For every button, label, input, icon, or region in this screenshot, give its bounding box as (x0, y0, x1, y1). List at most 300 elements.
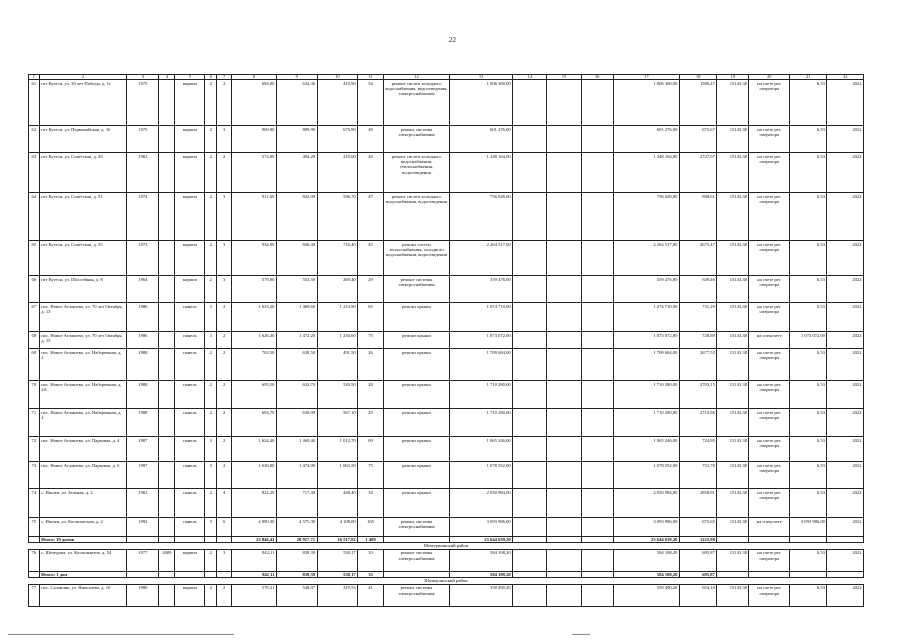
cell-col-7: 6 (217, 518, 232, 537)
cell-col-15 (547, 409, 581, 437)
cell-col-11: 40 (358, 153, 384, 193)
cell-col-13: 358 490,20 (450, 584, 513, 606)
cell-col-18: 654,10 (679, 584, 716, 606)
cell-col-16 (581, 80, 613, 126)
cell-col-7: 3 (217, 126, 232, 153)
cell-col-18: 2677,53 (679, 349, 716, 381)
cell-col-1: 61 (29, 80, 40, 126)
cell-col-8: 574,80 (232, 153, 277, 193)
cell-col-17: 1 348 164,00 (613, 153, 679, 193)
cell-col-14 (513, 549, 547, 571)
cell-col-11: 65 (358, 303, 384, 332)
cell-col-22: 2022 (827, 437, 864, 462)
table-row (29, 549, 864, 571)
cell-col-7: 2 (217, 332, 232, 349)
cell-col-4 (159, 489, 175, 518)
cell-col-14 (513, 241, 547, 276)
cell-col-17: 2 264 517,00 (613, 241, 679, 276)
cell-col-8: 702,50 (232, 349, 277, 381)
column-number-14: 14 (513, 75, 547, 80)
cell-col-5: панель (175, 489, 205, 518)
cell-col-7: 2 (217, 584, 232, 606)
cell-col-3: 1988 (127, 381, 159, 409)
cell-col-8: 911,60 (232, 193, 277, 241)
cell-col-6: 2 (205, 276, 217, 303)
cell-col-20: на счете рег. оператора (749, 276, 790, 303)
cell-col-10: 596,70 (317, 193, 358, 241)
cell-col-4 (159, 193, 175, 241)
cell-col-19: 15143,38 (717, 126, 749, 153)
cell-col-4 (159, 462, 175, 489)
cell-col-7: 3 (217, 276, 232, 303)
cell-col-11: 29 (358, 409, 384, 437)
cell-col-20: на счете рег. оператора (749, 462, 790, 489)
cell-col-4 (159, 381, 175, 409)
cell-col-6: 2 (205, 126, 217, 153)
cell-col-3: 1963 (127, 153, 159, 193)
column-number-7: 7 (217, 75, 232, 80)
cell-col-21: 6,53 (790, 303, 827, 332)
cell-col-19: 15143,38 (717, 332, 749, 349)
cell-col-15 (547, 584, 581, 606)
cell-col-9: 632,70 (276, 381, 317, 409)
column-number-13: 13 (450, 75, 513, 80)
cell-col-7: 3 (217, 549, 232, 571)
cell-col-3: 1977 (127, 549, 159, 571)
cell-col-20: на счете рег. оператора (749, 80, 790, 126)
cell-col-6: 2 (205, 349, 217, 381)
column-number-3: 3 (127, 75, 159, 80)
cell-col-1: 63 (29, 153, 40, 193)
cell-col-3: 1975 (127, 80, 159, 126)
cell-col-3: 1988 (127, 349, 159, 381)
cell-col-15 (547, 518, 581, 537)
cell-col-5: кирпич (175, 276, 205, 303)
cell-col-18: 695,87 (679, 571, 716, 577)
cell-col-19: 15143,38 (717, 584, 749, 606)
column-number-2: 2 (39, 75, 127, 80)
cell-col-6: 3 (205, 437, 217, 462)
cell-col-13: 1 074 710,00 (450, 303, 513, 332)
cell-col-10: 1 012,70 (317, 437, 358, 462)
cell-col-22: 2022 (827, 518, 864, 537)
cell-col-13: 584 108,20 (450, 571, 513, 577)
cell-col-21: 1 073 072,00 (790, 332, 827, 349)
cell-col-2: с. Ишлеи, ул. Зеленая, д. 2 (39, 489, 127, 518)
cell-col-2: пгт Кугеси, ул. Советская, д. 51 (39, 193, 127, 241)
cell-col-10: 1 214,90 (317, 303, 358, 332)
cell-col-6: 2 (205, 584, 217, 606)
cell-col-4 (159, 126, 175, 153)
cell-col-11: 26 (358, 349, 384, 381)
column-number-9: 9 (276, 75, 317, 80)
cell-col-8: 579,80 (232, 276, 277, 303)
column-number-15: 15 (547, 75, 581, 80)
cell-col-15 (547, 332, 581, 349)
cell-col-7: 2 (217, 80, 232, 126)
column-number-12: 12 (383, 75, 449, 80)
page-number: 22 (449, 36, 456, 44)
cell-col-11: 41 (358, 584, 384, 606)
cell-col-1: 72 (29, 437, 40, 462)
cell-col-10: 4 108,00 (317, 518, 358, 537)
cell-col-9: 548,07 (276, 584, 317, 606)
cell-col-15 (547, 489, 581, 518)
cell-col-12: ремонт крыши (383, 462, 449, 489)
cell-col-9: 839,39 (276, 571, 317, 577)
cell-col-6: 2 (205, 381, 217, 409)
cell-col-22: 2022 (827, 381, 864, 409)
cell-col-17: 1 709 684,00 (613, 349, 679, 381)
cell-col-6: 2 (205, 193, 217, 241)
cell-col-8: 695,50 (232, 381, 277, 409)
cell-col-14 (513, 126, 547, 153)
table-row (29, 381, 864, 409)
cell-col-3: 1988 (127, 409, 159, 437)
table-row (29, 462, 864, 489)
cell-col-2: пос. Саланчик, ул. Николаева, д. 10 (39, 584, 127, 606)
cell-col-11: 49 (358, 126, 384, 153)
cell-col-18: 675,67 (679, 126, 716, 153)
cell-col-16 (581, 349, 613, 381)
cell-col-10: 448,40 (317, 489, 358, 518)
cell-col-13: 584 108,20 (450, 549, 513, 571)
cell-col-14 (513, 489, 547, 518)
cell-col-22: 2022 (827, 241, 864, 276)
cell-col-4 (159, 409, 175, 437)
cell-col-12: ремонт системы электроснабжения (383, 518, 449, 537)
cell-col-18: 728,89 (679, 332, 716, 349)
cell-col-18: 1225,98 (679, 537, 716, 543)
column-number-21: 21 (790, 75, 827, 80)
cell-col-15 (547, 153, 581, 193)
cell-col-12: ремонт системы электроснабжения (383, 276, 449, 303)
cell-col-16 (581, 549, 613, 571)
cell-col-11: 45 (358, 241, 384, 276)
table-row (29, 489, 864, 518)
cell-col-14 (513, 276, 547, 303)
cell-col-7: 2 (217, 381, 232, 409)
cell-col-13: 1 006 300,00 (450, 80, 513, 126)
cell-col-1: 65 (29, 241, 40, 276)
cell-col-10: 219,00 (317, 153, 358, 193)
cell-col-21: 6,53 (790, 437, 827, 462)
cell-col-17: 1 710 280,00 (613, 409, 679, 437)
cell-col-6: 5 (205, 518, 217, 537)
cell-col-13: 2 264 517,00 (450, 241, 513, 276)
cell-col-12: ремонт систем теплоснабжения, холодного водоснабжения, водоотведения (383, 241, 449, 276)
cell-col-2: пос. Новое Атлашево, ул. Набережная, д. 4 (39, 409, 127, 437)
table-row (29, 437, 864, 462)
cell-col-9: 1 474,00 (276, 462, 317, 489)
cell-col-1: 73 (29, 462, 40, 489)
cell-col-4 (159, 437, 175, 462)
cell-col-18: 2710,86 (679, 409, 716, 437)
cell-col-2: пгт Кугеси, ул. Шоссейная, д. 8 (39, 276, 127, 303)
cell-col-16 (581, 126, 613, 153)
cell-col-4 (159, 349, 175, 381)
cell-col-13: 756 628,00 (450, 193, 513, 241)
table-row (29, 241, 864, 276)
cell-col-4 (159, 241, 175, 276)
cell-col-10: 567,10 (317, 409, 358, 437)
cell-col-9: 1 469,60 (276, 303, 317, 332)
cell-col-16 (581, 381, 613, 409)
cell-col-13: 1 709 684,00 (450, 349, 513, 381)
cell-col-12: ремонт систем холодного водоснабжения, водоотведения, электроснабжения (383, 80, 449, 126)
cell-col-20: на счете рег. оператора (749, 409, 790, 437)
cell-col-16 (581, 518, 613, 537)
cell-col-3: 1987 (127, 437, 159, 462)
cell-col-9: 839,39 (276, 549, 317, 571)
cell-col-12: ремонт системы электроснабжения (383, 126, 449, 153)
cell-col-14 (513, 584, 547, 606)
cell-col-11: 47 (358, 193, 384, 241)
table-row (29, 409, 864, 437)
cell-col-7: 3 (217, 193, 232, 241)
cell-col-16 (581, 584, 613, 606)
cell-col-8: 934,90 (232, 241, 277, 276)
cell-col-9: 842,00 (276, 193, 317, 241)
cell-col-19: 15143,38 (717, 241, 749, 276)
cell-col-22: 2022 (827, 349, 864, 381)
cell-col-22: 2022 (827, 193, 864, 241)
cell-col-22: 2022 (827, 489, 864, 518)
cell-col-5: кирпич (175, 241, 205, 276)
cell-col-9: 1 469,40 (276, 437, 317, 462)
cell-col-20: на счете рег. оператора (749, 489, 790, 518)
cell-col-5: панель (175, 349, 205, 381)
cell-col-21: 6,53 (790, 276, 827, 303)
cell-col-11: 165 (358, 518, 384, 537)
cell-col-5: панель (175, 409, 205, 437)
cell-col-17: 1 065 246,00 (613, 437, 679, 462)
cell-col-6: 3 (205, 462, 217, 489)
cell-col-22: 2022 (827, 126, 864, 153)
cell-col-14 (513, 80, 547, 126)
cell-col-1: 71 (29, 409, 40, 437)
cell-col-19: 15143,38 (717, 193, 749, 241)
cell-col-3: 1974 (127, 193, 159, 241)
cell-col-5: кирпич (175, 549, 205, 571)
table-row (29, 584, 864, 606)
district-name: Шемуршинский район (29, 543, 864, 549)
page-bottom-rule-left (8, 634, 234, 635)
column-number-5: 5 (175, 75, 205, 80)
cell-col-3: 1963 (127, 489, 159, 518)
cell-col-21: 6,53 (790, 193, 827, 241)
cell-col-20: на счете рег. оператора (749, 126, 790, 153)
cell-col-20: на счете рег. оператора (749, 241, 790, 276)
cell-col-2: Итого: 1 дом (39, 571, 127, 577)
cell-col-4 (159, 332, 175, 349)
table-row (29, 349, 864, 381)
cell-col-2: пгт Кугеси, ул. Советская, д. 55 (39, 241, 127, 276)
cell-col-15 (547, 80, 581, 126)
cell-col-11: 29 (358, 276, 384, 303)
cell-col-19: 15143,38 (717, 489, 749, 518)
cell-col-6: 3 (205, 303, 217, 332)
cell-col-8: 694,70 (232, 409, 277, 437)
cell-col-3: 1975 (127, 126, 159, 153)
cell-col-10: 491,50 (317, 349, 358, 381)
cell-col-3: 1986 (127, 303, 159, 332)
cell-col-11: 34 (358, 489, 384, 518)
cell-col-11: 54 (358, 80, 384, 126)
cell-col-14 (513, 349, 547, 381)
cell-col-7: 4 (217, 489, 232, 518)
cell-col-8: 579,21 (232, 584, 277, 606)
cell-col-21: 3 093 986,00 (790, 518, 827, 537)
cell-col-17: 25 644 639,20 (613, 537, 679, 543)
cell-col-9: 846,40 (276, 241, 317, 276)
cell-col-19: 15143,38 (717, 462, 749, 489)
cell-col-9: 630,90 (276, 409, 317, 437)
cell-col-21: 6,53 (790, 409, 827, 437)
cell-col-17: 584 108,20 (613, 571, 679, 577)
cell-col-14 (513, 437, 547, 462)
cell-col-19: 15143,38 (717, 349, 749, 381)
cell-col-15 (547, 241, 581, 276)
cell-col-2: пос. Новое Атлашево, ул. Парковая, д. 4 (39, 437, 127, 462)
cell-col-18: 2727,97 (679, 153, 716, 193)
cell-col-4 (159, 80, 175, 126)
cell-col-12: ремонт крыши (383, 349, 449, 381)
cell-col-12: ремонт системы электроснабжения (383, 584, 449, 606)
cell-col-8: 822,20 (232, 489, 277, 518)
cell-col-10: 419,90 (317, 80, 358, 126)
column-number-17: 17 (613, 75, 679, 80)
cell-col-12: ремонт системы электроснабжения (383, 549, 449, 571)
cell-col-15 (547, 437, 581, 462)
cell-col-21: 6,53 (790, 80, 827, 126)
cell-col-1: 68 (29, 332, 40, 349)
page-bottom-rule-right (572, 634, 590, 635)
cell-col-16 (581, 489, 613, 518)
column-number-18: 18 (679, 75, 716, 80)
cell-col-17: 756 628,00 (613, 193, 679, 241)
cell-col-11: 1 489 (358, 537, 384, 543)
cell-col-15 (547, 303, 581, 332)
cell-col-8: 1 630,00 (232, 462, 277, 489)
cell-col-12: ремонт крыши (383, 437, 449, 462)
cell-col-12: ремонт систем холодного водоснабжения, теплоснабжения, водоотведения (383, 153, 449, 193)
cell-col-3: 1987 (127, 462, 159, 489)
cell-col-17: 358 490,20 (613, 584, 679, 606)
column-number-8: 8 (232, 75, 277, 80)
cell-col-8: 942,11 (232, 571, 277, 577)
cell-col-16 (581, 276, 613, 303)
cell-col-6: 2 (205, 409, 217, 437)
cell-col-4 (159, 518, 175, 537)
cell-col-21: 6,53 (790, 489, 827, 518)
cell-col-20: на счете рег. оператора (749, 153, 790, 193)
cell-col-5: кирпич (175, 584, 205, 606)
cell-col-7: 2 (217, 409, 232, 437)
cell-col-18: 2675,47 (679, 241, 716, 276)
table-row (29, 332, 864, 349)
column-number-16: 16 (581, 75, 613, 80)
column-number-10: 10 (317, 75, 358, 80)
cell-col-22: 2022 (827, 303, 864, 332)
cell-col-16 (581, 437, 613, 462)
cell-col-21: 6,53 (790, 549, 827, 571)
cell-col-14 (513, 303, 547, 332)
cell-col-15 (547, 549, 581, 571)
cell-col-20: на счете рег. оператора (749, 549, 790, 571)
cell-col-11: 33 (358, 549, 384, 571)
cell-col-15 (547, 126, 581, 153)
cell-col-21: 6,53 (790, 349, 827, 381)
cell-col-10: 319,53 (317, 584, 358, 606)
cell-col-21: 6,53 (790, 126, 827, 153)
cell-col-6: 2 (205, 489, 217, 518)
cell-col-9: 889,90 (276, 126, 317, 153)
cell-col-12: ремонт крыши (383, 409, 449, 437)
cell-col-9: 1 472,20 (276, 332, 317, 349)
cell-col-1: 77 (29, 584, 40, 606)
cell-col-17: 1 074 710,00 (613, 303, 679, 332)
cell-col-4 (159, 153, 175, 193)
cell-col-17: 359 476,00 (613, 276, 679, 303)
cell-col-19: 15143,38 (717, 381, 749, 409)
cell-col-9: 553,50 (276, 276, 317, 303)
cell-col-19: 15143,38 (717, 153, 749, 193)
cell-col-11: 69 (358, 437, 384, 462)
cell-col-5: панель (175, 462, 205, 489)
cell-col-21: 6,53 (790, 153, 827, 193)
cell-col-17: 1 078 552,00 (613, 462, 679, 489)
cell-col-17: 2 050 984,00 (613, 489, 679, 518)
cell-col-13: 3 093 986,00 (450, 518, 513, 537)
cell-col-16 (581, 409, 613, 437)
cell-col-3: 1992 (127, 518, 159, 537)
cell-col-5: панель (175, 381, 205, 409)
cell-col-4 (159, 276, 175, 303)
cell-col-18: 731,70 (679, 462, 716, 489)
cell-col-10: 675,90 (317, 126, 358, 153)
cell-col-19: 15143,38 (717, 276, 749, 303)
cell-col-8: 694,00 (232, 80, 277, 126)
cell-col-11: 75 (358, 332, 384, 349)
cell-col-22: 2022 (827, 549, 864, 571)
cell-col-10: 1 250,60 (317, 332, 358, 349)
cell-col-5: кирпич (175, 153, 205, 193)
cell-col-17: 601 276,00 (613, 126, 679, 153)
column-number-6: 6 (205, 75, 217, 80)
cell-col-9: 20 917,71 (276, 537, 317, 543)
cell-col-5: панель (175, 518, 205, 537)
cell-col-3: 1973 (127, 241, 159, 276)
cell-col-22: 2022 (827, 80, 864, 126)
cell-col-8: 4 990,30 (232, 518, 277, 537)
cell-col-8: 23 846,41 (232, 537, 277, 543)
cell-col-17: 1 073 072,00 (613, 332, 679, 349)
cell-col-6: 2 (205, 241, 217, 276)
cell-col-9: 4 575,30 (276, 518, 317, 537)
cell-col-5: кирпич (175, 80, 205, 126)
cell-col-8: 969,80 (232, 126, 277, 153)
cell-col-14 (513, 518, 547, 537)
table-row (29, 126, 864, 153)
cell-col-16 (581, 303, 613, 332)
cell-col-18: 649,46 (679, 276, 716, 303)
cell-col-13: 601 276,00 (450, 126, 513, 153)
cell-col-7: 2 (217, 153, 232, 193)
cell-col-9: 638,50 (276, 349, 317, 381)
cell-col-7: 2 (217, 349, 232, 381)
cell-col-16 (581, 153, 613, 193)
